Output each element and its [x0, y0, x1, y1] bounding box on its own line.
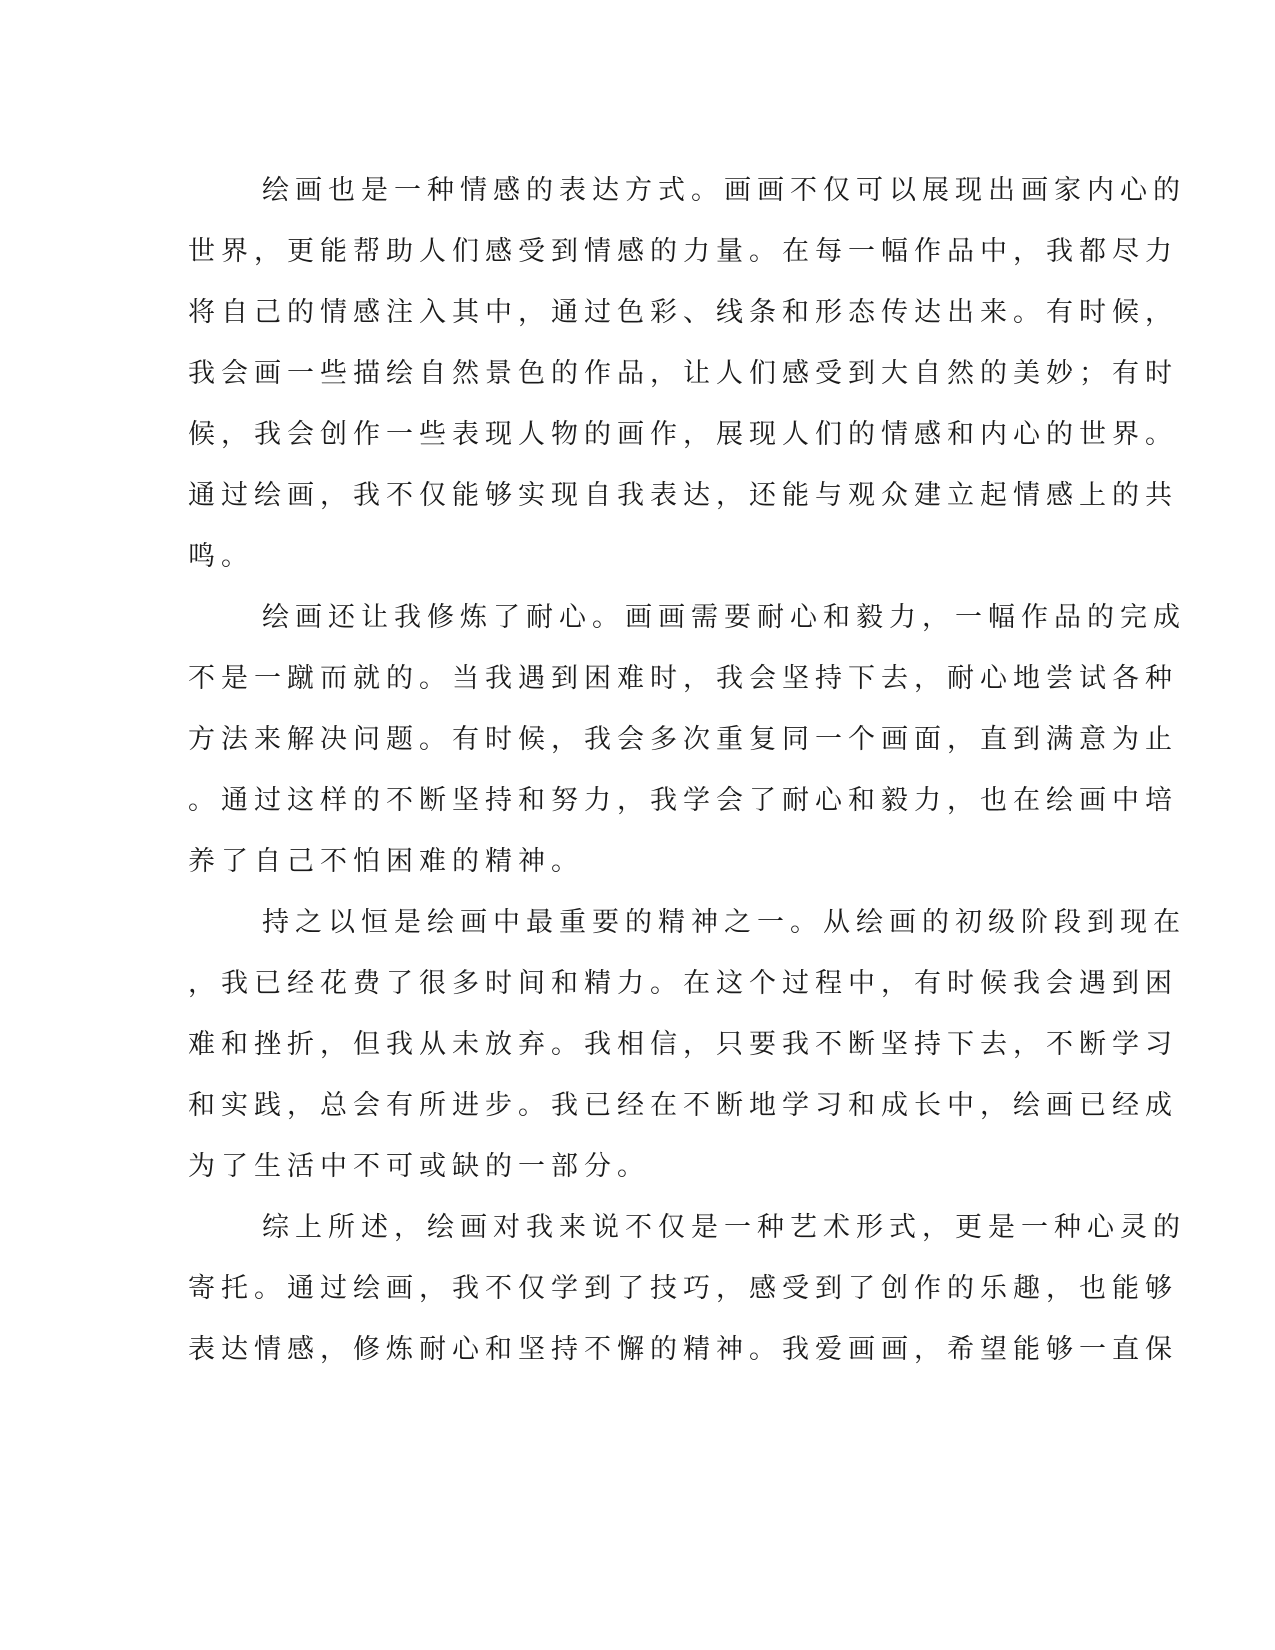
- paragraph-line: 和实践，总会有所进步。我已经在不断地学习和成长中，绘画已经成: [188, 1090, 1178, 1121]
- paragraph-line: 综上所述，绘画对我来说不仅是一种艺术形式，更是一种心灵的: [262, 1212, 1186, 1243]
- paragraph-line: 持之以恒是绘画中最重要的精神之一。从绘画的初级阶段到现在: [262, 907, 1186, 938]
- paragraph-line: 绘画还让我修炼了耐心。画画需要耐心和毅力，一幅作品的完成: [262, 602, 1186, 633]
- paragraph-line: 不是一蹴而就的。当我遇到困难时，我会坚持下去，耐心地尝试各种: [188, 663, 1178, 694]
- paragraph-emotion: [188, 160, 1186, 587]
- paragraph-line: 难和挫折，但我从未放弃。我相信，只要我不断坚持下去，不断学习: [188, 1029, 1178, 1060]
- paragraph-line: 方法来解决问题。有时候，我会多次重复同一个画面，直到满意为止: [188, 724, 1178, 755]
- body-text: [188, 160, 1186, 1380]
- paragraph-patience: [188, 587, 1186, 892]
- paragraph-line: 世界，更能帮助人们感受到情感的力量。在每一幅作品中，我都尽力: [188, 236, 1178, 267]
- paragraph-line: 将自己的情感注入其中，通过色彩、线条和形态传达出来。有时候，: [188, 297, 1178, 328]
- paragraph-line: 通过绘画，我不仅能够实现自我表达，还能与观众建立起情感上的共: [188, 480, 1178, 511]
- paragraph-perseverance: [188, 892, 1186, 1197]
- paragraph-line: 候，我会创作一些表现人物的画作，展现人们的情感和内心的世界。: [188, 419, 1178, 450]
- paragraph-conclusion: [188, 1197, 1186, 1380]
- paragraph-line: 寄托。通过绘画，我不仅学到了技巧，感受到了创作的乐趣，也能够: [188, 1273, 1178, 1304]
- paragraph-line: 。通过这样的不断坚持和努力，我学会了耐心和毅力，也在绘画中培: [188, 785, 1178, 816]
- paragraph-line: 养了自己不怕困难的精神。: [188, 846, 584, 877]
- paragraph-line: 我会画一些描绘自然景色的作品，让人们感受到大自然的美妙；有时: [188, 358, 1178, 389]
- paragraph-line: 表达情感，修炼耐心和坚持不懈的精神。我爱画画，希望能够一直保: [188, 1334, 1178, 1365]
- paragraph-line: 鸣。: [188, 541, 254, 572]
- paragraph-line: 为了生活中不可或缺的一部分。: [188, 1151, 650, 1182]
- paragraph-line: 绘画也是一种情感的表达方式。画画不仅可以展现出画家内心的: [262, 175, 1186, 206]
- paragraph-line: ，我已经花费了很多时间和精力。在这个过程中，有时候我会遇到困: [188, 968, 1178, 999]
